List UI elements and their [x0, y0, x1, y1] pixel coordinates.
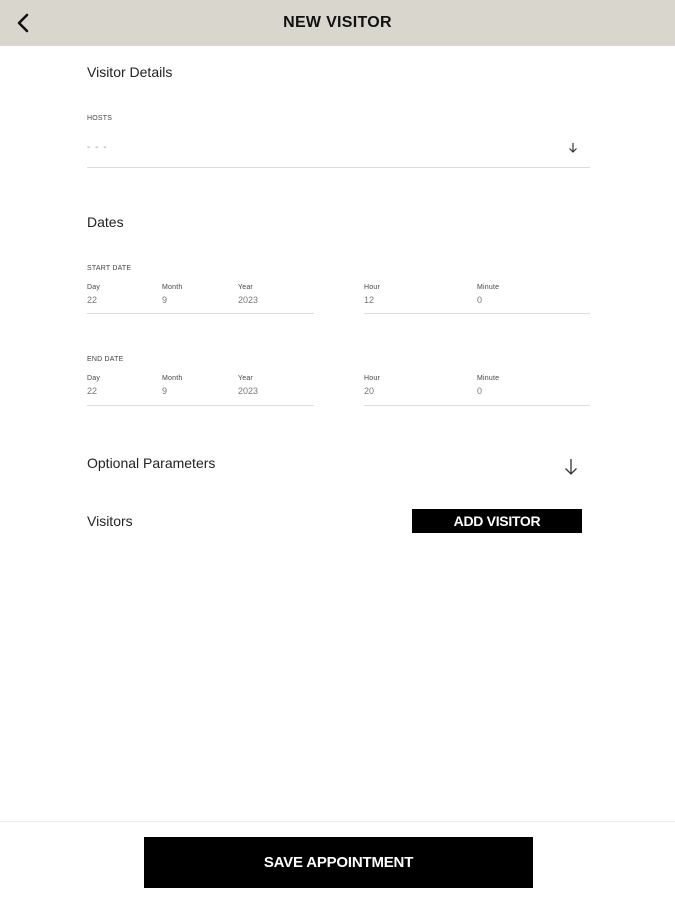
start-year-field[interactable]: 2023: [238, 295, 259, 305]
end-hour-field[interactable]: 20: [364, 386, 375, 396]
end-date-underline: [87, 405, 314, 406]
start-day-field[interactable]: 22: [87, 295, 98, 305]
start-year-label: Year: [238, 284, 253, 291]
visitor-details-title: Visitor Details: [87, 64, 173, 80]
end-day-field[interactable]: 22: [87, 386, 98, 396]
start-month-label: Month: [162, 284, 183, 291]
end-date-label: END DATE: [87, 356, 124, 363]
end-month-label: Month: [162, 375, 183, 382]
footer-divider: [0, 821, 675, 822]
start-date-label: START DATE: [87, 265, 132, 272]
start-date-underline: [87, 313, 314, 314]
end-day-label: Day: [87, 375, 101, 382]
visitors-title: Visitors: [87, 513, 133, 529]
hosts-underline: [87, 167, 590, 168]
save-appointment-button[interactable]: SAVE APPOINTMENT: [144, 837, 533, 888]
hosts-label: HOSTS: [87, 115, 113, 122]
end-hour-label: Hour: [364, 375, 380, 382]
start-hour-field[interactable]: 12: [364, 295, 375, 305]
end-minute-label: Minute: [477, 375, 500, 382]
end-time-underline: [364, 405, 590, 406]
arrow-down-icon[interactable]: [563, 458, 579, 476]
start-minute-label: Minute: [477, 284, 500, 291]
start-minute-field[interactable]: 0: [477, 295, 483, 305]
start-day-label: Day: [87, 284, 101, 291]
end-minute-field[interactable]: 0: [477, 386, 483, 396]
add-visitor-button[interactable]: ADD VISITOR: [412, 509, 582, 533]
hosts-value: - - -: [87, 142, 108, 153]
start-month-field[interactable]: 9: [162, 295, 168, 305]
optional-parameters-title: Optional Parameters: [87, 455, 216, 471]
end-year-field[interactable]: 2023: [238, 386, 259, 396]
start-hour-label: Hour: [364, 284, 380, 291]
hosts-select[interactable]: [87, 134, 590, 168]
dates-title: Dates: [87, 214, 124, 230]
page-title: NEW VISITOR: [283, 14, 392, 31]
top-bar: [0, 0, 675, 46]
end-year-label: Year: [238, 375, 253, 382]
end-month-field[interactable]: 9: [162, 386, 168, 396]
start-time-underline: [364, 313, 590, 314]
arrow-down-icon: [568, 142, 578, 154]
